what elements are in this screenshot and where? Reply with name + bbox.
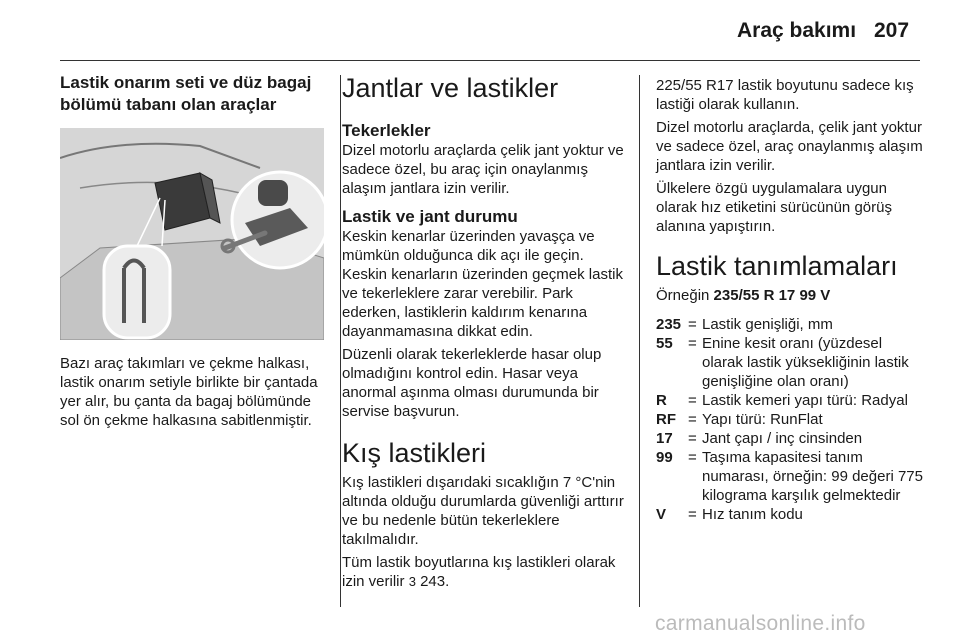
- spec-equals: =: [688, 430, 697, 447]
- tyre-condition-paragraph-2: Düzenli olarak tekerleklerde hasar olup olmadığını kontrol edin. Hasar veya anormal aşınma olması durumunda bir servise başvurun.: [342, 346, 602, 420]
- page-reference-link[interactable]: 243.: [420, 573, 450, 590]
- spec-value: Hız tanım kodu: [702, 506, 803, 523]
- speed-label-paragraph: Ülkelere özgü uygulamalara uygun olarak hız etiketini sürücünün görüş alanına yapıştırın.: [656, 180, 892, 235]
- spec-value: Jant çapı / inç cinsinden: [702, 430, 863, 447]
- spec-row: [656, 505, 926, 524]
- tyre-condition-paragraph-1: Keskin kenarlar üzerinden yavaşça ve mümkün olduğunca dik açı ile geçin. Keskin kenarların üzerinden geçmek lastik ve tekerleklere zarar verebilir. Park ederken, lastiklerin kaldırım kenarına dayanmamasına dikkat edin.: [342, 228, 623, 340]
- tyre-size-paragraph: 225/55 R17 lastik boyutunu sadece kış lastiği olarak kullanın.: [656, 77, 914, 113]
- spec-equals: =: [688, 411, 697, 428]
- example-value: 235/55 R 17 99 V: [713, 287, 831, 304]
- spec-value: Enine kesit oranı (yüzdesel olarak lastik yüksekliğinin lastik genişliğine olan oranı): [702, 335, 909, 390]
- spec-key: V: [656, 506, 667, 523]
- trunk-illustration: [60, 128, 324, 340]
- spec-key: RF: [656, 411, 676, 428]
- spec-key: 55: [656, 335, 673, 352]
- page-number: 207: [874, 19, 910, 42]
- wheels-paragraph: Dizel motorlu araçlarda çelik jant yoktur ve sadece özel, bu araç için onaylanmış alaşım jantlara izin verilir.: [342, 142, 624, 197]
- spec-equals: =: [688, 392, 697, 409]
- section-heading-repair-kit: Lastik onarım seti ve düz bagaj bölümü tabanı olan araçlar: [60, 73, 312, 114]
- watermark: carmanualsonline.info: [655, 612, 866, 635]
- spec-row: [656, 410, 926, 429]
- diesel-rims-paragraph: Dizel motorlu araçlarda, çelik jant yoktur ve sadece özel, araç onaylanmış alaşım jantlara izin verilir.: [656, 119, 923, 174]
- spec-row: [656, 315, 926, 334]
- column-middle: [342, 72, 625, 591]
- header-title: Araç bakımı: [737, 19, 857, 42]
- page-reference-arrow-icon: 3: [408, 574, 416, 589]
- spec-value: Lastik genişliği, mm: [702, 316, 833, 333]
- section-title-winter-tyres: Kış lastikleri: [342, 438, 487, 468]
- spec-row: [656, 448, 926, 505]
- spec-row: [656, 429, 926, 448]
- column-divider-2: [639, 75, 640, 607]
- spec-key: 17: [656, 430, 673, 447]
- subheading-wheels: Tekerlekler: [342, 121, 431, 140]
- spec-key: 99: [656, 449, 673, 466]
- detail-circle-towing-eye: [104, 246, 170, 338]
- repair-kit-paragraph: Bazı araç takımları ve çekme halkası, lastik onarım setiyle birlikte bir çantada yer alır, bu çanta da bagaj bölümünde sol ön çekme halkasına sabitlenmiştir.: [60, 355, 318, 429]
- spec-value: Lastik kemeri yapı türü: Radyal: [702, 392, 908, 409]
- spec-equals: =: [688, 506, 697, 523]
- subheading-tyre-condition: Lastik ve jant durumu: [342, 207, 518, 226]
- example-label: Örneğin: [656, 287, 710, 304]
- spec-equals: =: [688, 316, 697, 333]
- header-rule: [60, 60, 920, 61]
- spec-value: Taşıma kapasitesi tanım numarası, örneğin: 99 değeri 775 kilograma karşılık gelmektedir: [702, 449, 923, 504]
- tyre-designation-table: [656, 315, 926, 524]
- section-title-wheels-tyres: Jantlar ve lastikler: [342, 73, 559, 103]
- spec-value: Yapı türü: RunFlat: [702, 411, 823, 428]
- winter-tyres-paragraph-1: Kış lastikleri dışarıdaki sıcaklığın 7 °C'nin altında olduğu durumlarda güvenliği arttırır ve bu nedenle bütün tekerleklere takılmalıdır.: [342, 474, 624, 548]
- column-right: [656, 72, 926, 524]
- column-divider-1: [340, 75, 341, 607]
- example-line: [656, 286, 926, 305]
- winter-tyres-text: Tüm lastik boyutlarına kış lastikleri olarak izin verilir: [342, 554, 616, 590]
- section-title-tyre-designations: Lastik tanımlamaları: [656, 251, 898, 281]
- spec-equals: =: [688, 449, 697, 466]
- column-left: [60, 72, 324, 430]
- spec-row: [656, 391, 926, 410]
- spec-key: R: [656, 392, 667, 409]
- spec-key: 235: [656, 316, 682, 333]
- winter-tyres-paragraph-2: [342, 553, 625, 591]
- spec-equals: =: [688, 335, 697, 352]
- spec-row: [656, 334, 926, 391]
